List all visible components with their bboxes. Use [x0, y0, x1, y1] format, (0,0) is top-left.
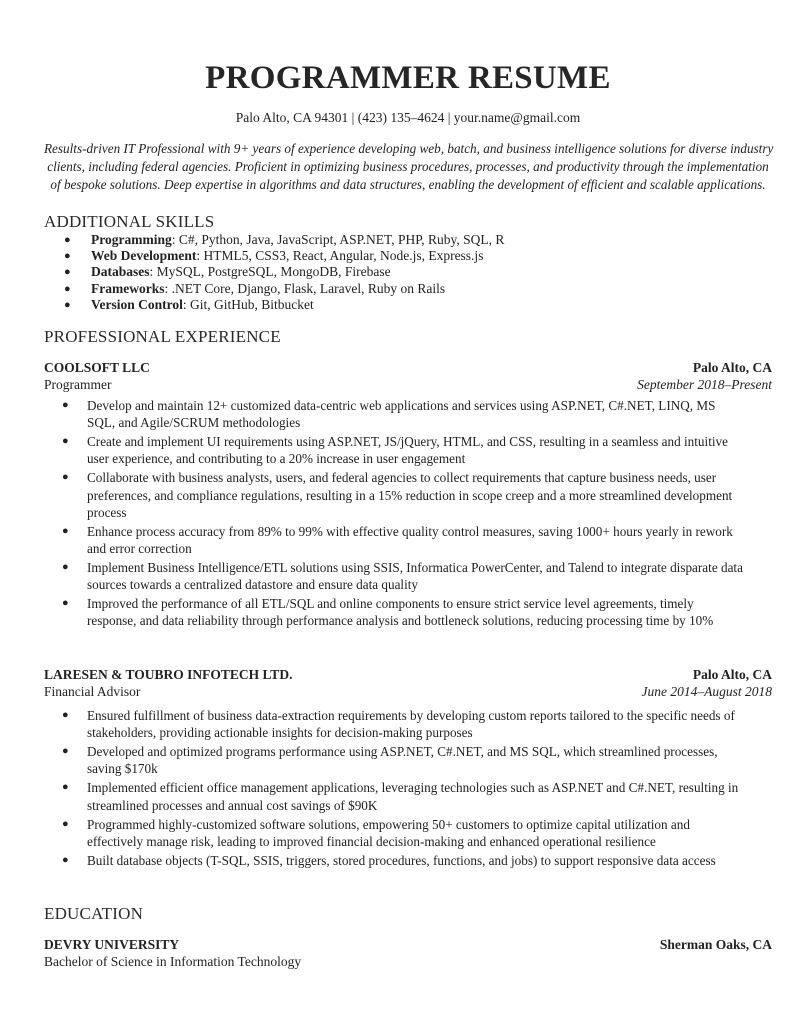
duty-text: Built database objects (T-SQL, SSIS, triggers, stored procedures, functions, and jobs) to support responsive data access — [87, 852, 716, 868]
summary-line: Results-driven IT Professional with 9+ years of experience developing web, batch, and business intelligence solutions for diverse industry — [44, 141, 774, 156]
duty-item — [44, 523, 744, 557]
school-name: DEVRY UNIVERSITY — [44, 937, 180, 952]
bullet-icon: ● — [62, 853, 69, 866]
duty-text: Programmed highly-customized software solutions, empowering 50+ customers to optimize capital utilization and effectively manage risk, leading to improved financial decision-making and enhanced operational resilience — [87, 816, 690, 849]
duty-text: Developed and optimized programs performance using ASP.NET, C#.NET, and MS SQL, which streamlined processes, saving $170k — [87, 744, 718, 777]
duty-text: Enhance process accuracy from 89% to 99% with effective quality control measures, saving 1000+ hours yearly in rework and error correction — [87, 523, 733, 557]
duty-text: Ensured fulfillment of business data-extraction requirements by developing custom reports tailored to the specific needs of stakeholders, providing actionable insights for decision-making purposes — [87, 708, 735, 741]
summary-line: clients, including federal agencies. Proficient in optimizing business procedures, processes, and productivity through the implementation — [47, 159, 769, 174]
education-heading: EDUCATION — [44, 904, 144, 923]
job-duties — [44, 397, 744, 631]
duty-text: Implemented efficient office management applications, leveraging technologies such as ASP.NET and C#.NET, resulting in streamlined processes and annual cost savings of $90K — [87, 780, 739, 813]
skill-value: : HTML5, CSS3, React, Angular, Node.js, Express.js — [196, 248, 484, 264]
duty-item — [44, 469, 744, 521]
duty-item — [44, 743, 744, 777]
job-role: Programmer — [44, 377, 112, 392]
skill-item — [44, 264, 504, 280]
job-duties — [44, 707, 744, 871]
job-dates: June 2014–August 2018 — [641, 684, 772, 699]
skill-label: Web Development — [91, 248, 197, 264]
bullet-icon: ● — [62, 597, 69, 610]
skill-label: Version Control — [91, 296, 183, 312]
bullet-icon: ● — [62, 524, 69, 537]
skill-item — [44, 248, 504, 264]
duty-item — [44, 433, 744, 467]
skill-label: Programming — [91, 232, 172, 247]
contact-info: Palo Alto, CA 94301 | (423) 135–4624 | your.name@gmail.com — [235, 110, 581, 125]
duty-text: Improved the performance of all ETL/SQL and online components to ensure strict service level agreements, timely response, and data reliability through performance analysis and bottleneck solutions, reducing processing time by 10% — [87, 596, 714, 629]
bullet-icon: ● — [64, 250, 71, 263]
degree: Bachelor of Science in Information Technology — [44, 954, 302, 969]
skill-value: : MySQL, PostgreSQL, MongoDB, Firebase — [149, 264, 391, 280]
duty-text: Implement Business Intelligence/ETL solutions using SSIS, Informatica PowerCenter, and Talend to integrate disparate data sources towards a centralized datastore and ensure data quality — [87, 560, 743, 593]
duty-item — [44, 816, 744, 850]
duty-item — [44, 852, 744, 869]
duty-text: Develop and maintain 12+ customized data-centric web applications and services using ASP.NET, C#.NET, LINQ, MS SQL, and Agile/SCRUM methodologies — [87, 398, 716, 431]
bullet-icon: ● — [62, 399, 69, 411]
skill-item — [44, 232, 504, 248]
skill-value: : C#, Python, Java, JavaScript, ASP.NET, PHP, Ruby, SQL, R — [171, 232, 505, 247]
skills-heading: ADDITIONAL SKILLS — [44, 212, 215, 231]
job-location: Palo Alto, CA — [692, 360, 772, 375]
skills-list — [44, 232, 504, 313]
duty-text: Create and implement UI requirements using ASP.NET, JS/jQuery, HTML, and CSS, resulting in a seamless and intuitive user experience, and contributing to a 20% increase in user engagement — [87, 434, 728, 467]
job-location: Palo Alto, CA — [692, 667, 772, 682]
school-location: Sherman Oaks, CA — [659, 937, 772, 952]
bullet-icon: ● — [64, 234, 71, 246]
bullet-icon: ● — [64, 282, 71, 295]
bullet-icon: ● — [62, 471, 69, 484]
resume-title: PROGRAMMER RESUME — [205, 60, 611, 96]
bullet-icon: ● — [62, 745, 69, 758]
skill-item — [44, 281, 504, 297]
duty-item — [44, 559, 744, 593]
job-header — [44, 359, 772, 393]
duty-item — [44, 595, 744, 629]
experience-heading: PROFESSIONAL EXPERIENCE — [44, 327, 281, 346]
bullet-icon: ● — [62, 561, 69, 574]
skill-value: : .NET Core, Django, Flask, Laravel, Ruby on Rails — [164, 280, 446, 296]
job-header — [44, 666, 772, 700]
bullet-icon: ● — [62, 709, 69, 721]
bullet-icon: ● — [62, 817, 69, 830]
bullet-icon: ● — [62, 781, 69, 794]
bullet-icon: ● — [64, 266, 71, 279]
bullet-icon: ● — [62, 435, 69, 448]
job-dates: September 2018–Present — [637, 377, 772, 392]
duty-item — [44, 707, 744, 741]
education-entry — [44, 936, 772, 970]
skill-label: Databases — [91, 264, 150, 280]
skill-value: : Git, GitHub, Bitbucket — [182, 296, 314, 312]
summary-line: of bespoke solutions. Deep expertise in algorithms and data structures, enabling the development of efficient and scalable applications. — [50, 177, 766, 192]
company-name: COOLSOFT LLC — [44, 360, 150, 375]
job-role: Financial Advisor — [44, 684, 141, 699]
professional-summary — [44, 140, 772, 194]
duty-item — [44, 779, 744, 813]
company-name: LARESEN & TOUBRO INFOTECH LTD. — [44, 667, 293, 682]
skill-item — [44, 297, 504, 313]
duty-item — [44, 397, 744, 431]
skill-label: Frameworks — [91, 280, 165, 296]
bullet-icon: ● — [64, 298, 71, 311]
duty-text: Collaborate with business analysts, users, and federal agencies to collect requirements that capture business needs, user preferences, and compliance regulations, resulting in a 15% reduction in scope creep and a more streamlined development process — [87, 470, 733, 520]
